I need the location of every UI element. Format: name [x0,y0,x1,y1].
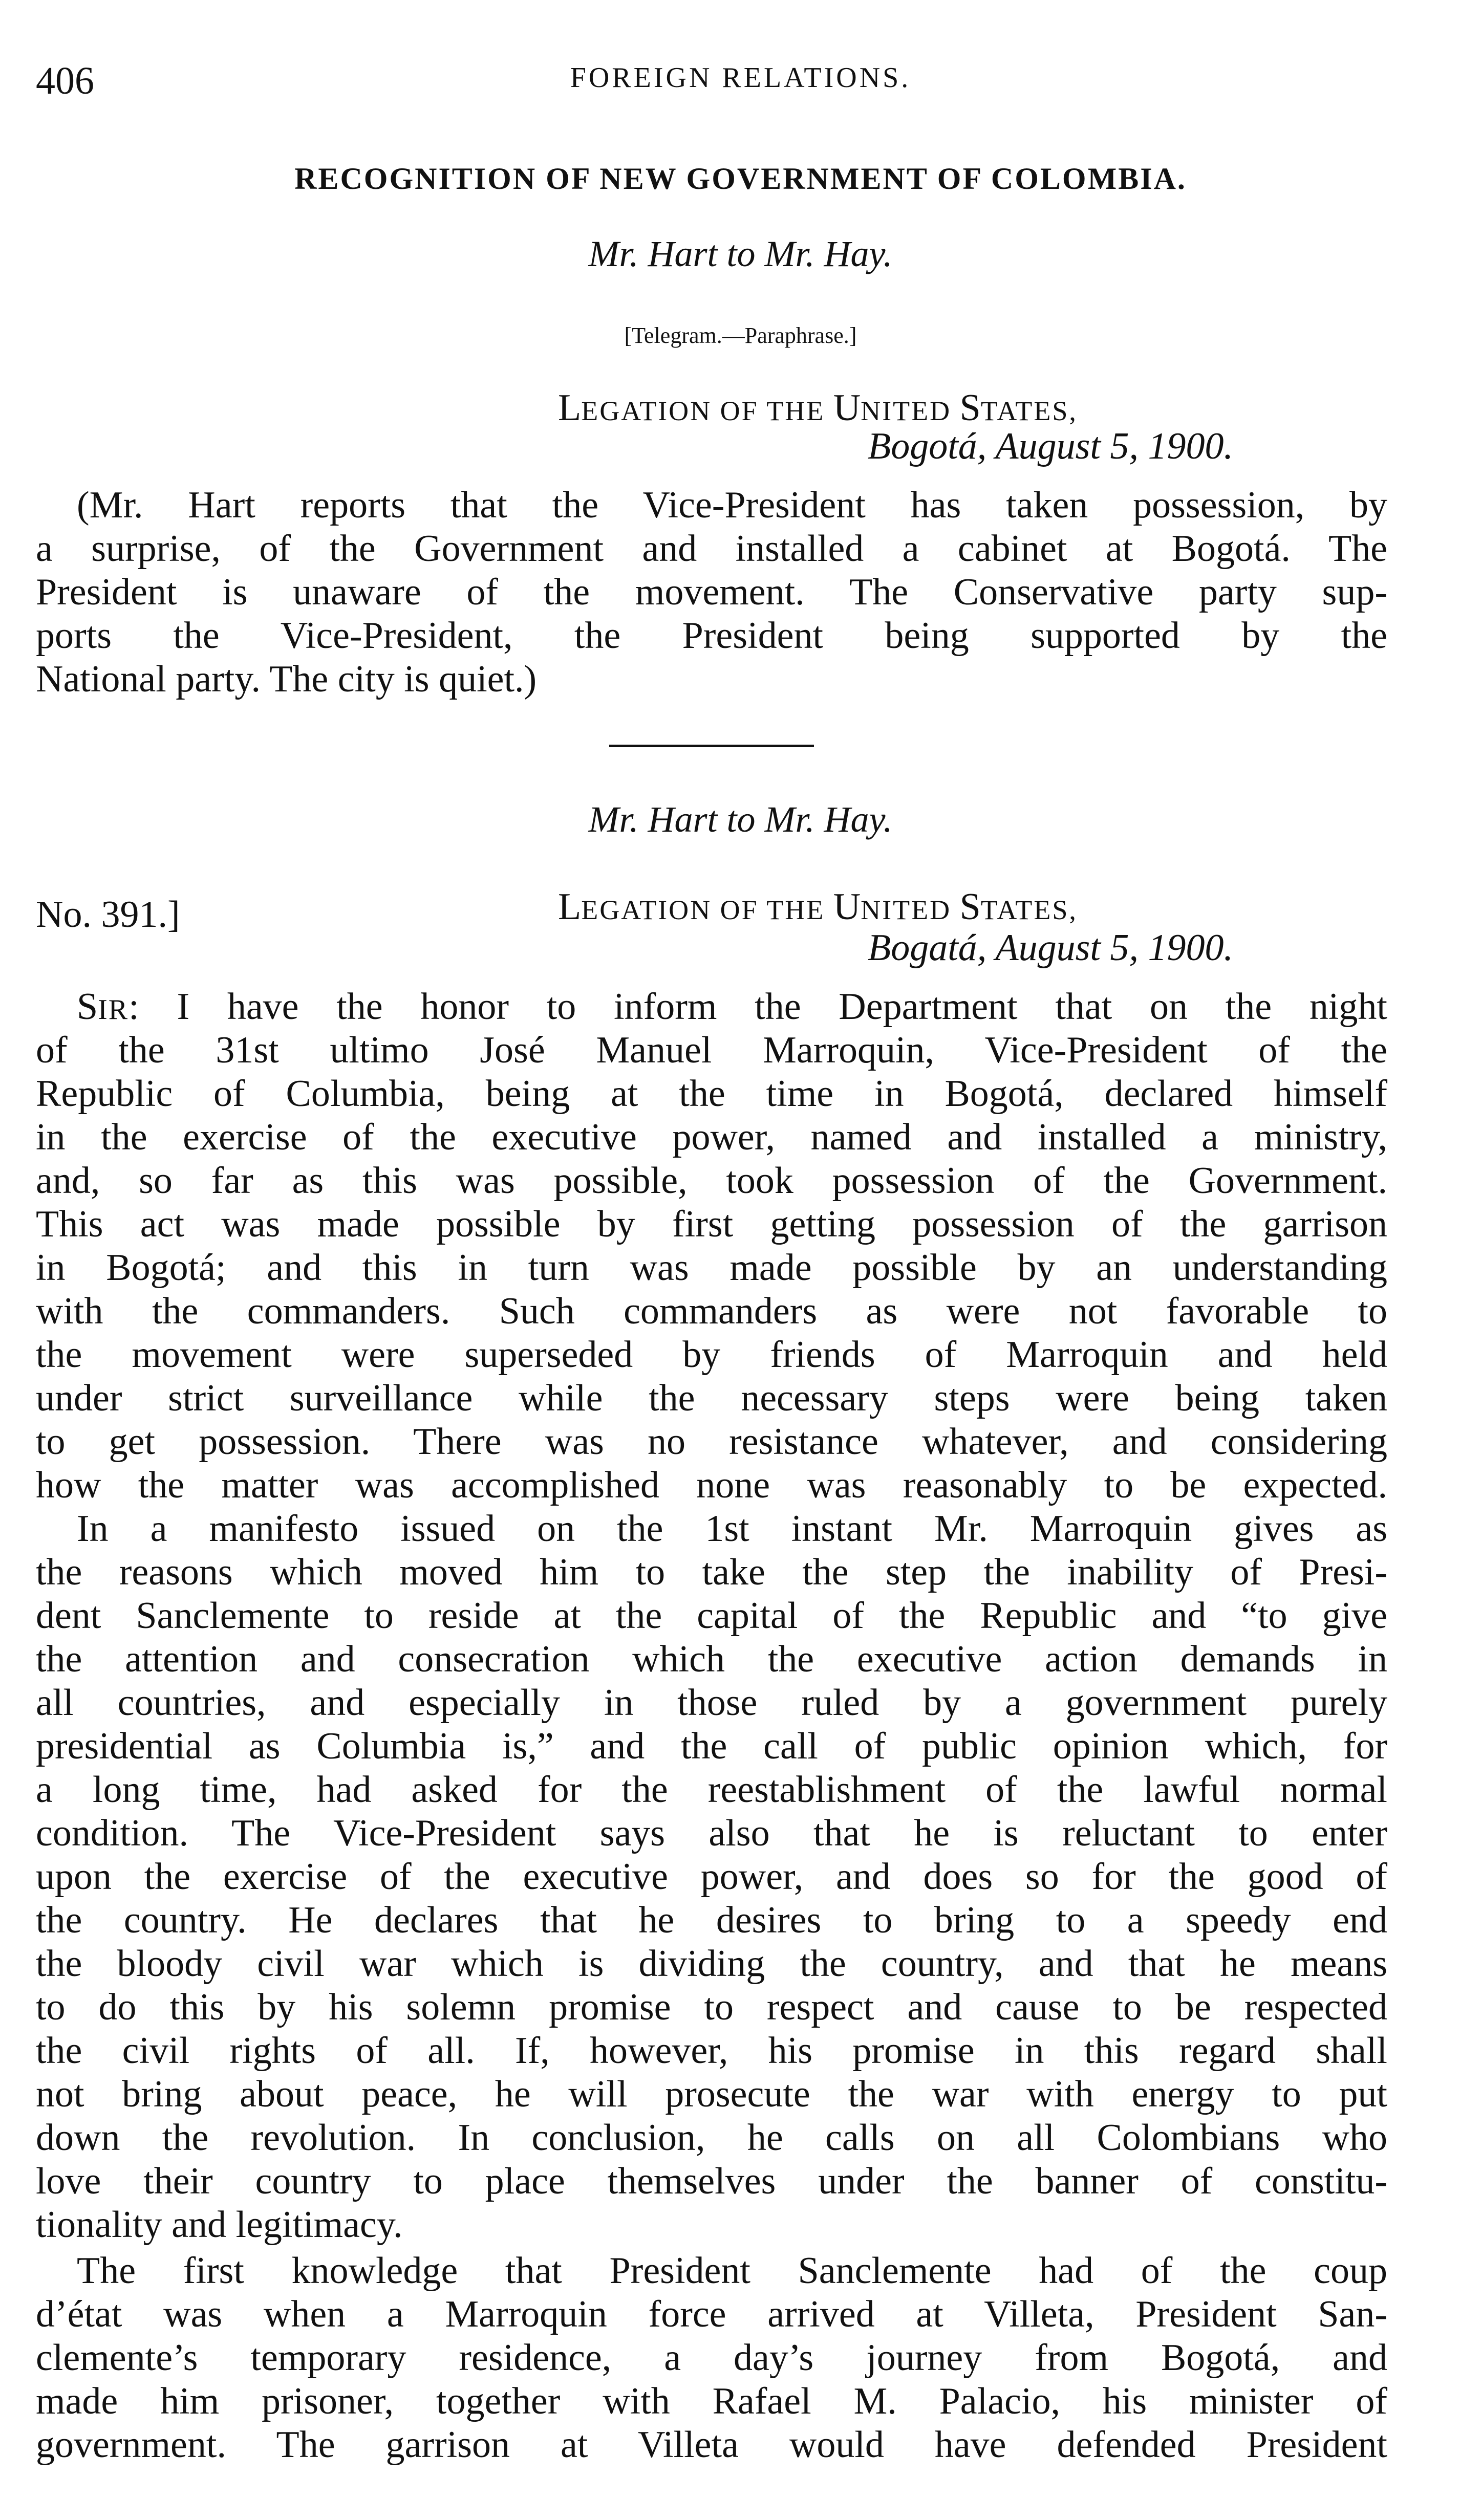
section-divider [609,745,814,747]
doc2-line: the country. He declares that he desires to bring to a speedy end [36,1899,1387,1941]
doc2-line: clemente’s temporary residence, a day’s journey from Bogotá, and [36,2337,1387,2379]
doc2-line: down the revolution. In conclusion, he calls on all Colombians who [36,2117,1387,2159]
doc1-line: ports the Vice-President, the President being supported by the [36,615,1387,657]
doc2-number: No. 391.] [36,894,180,936]
doc2-line: all countries, and especially in those ruled by a government purely [36,1682,1387,1724]
doc2-line: and, so far as this was possible, took possession of the Government. [36,1160,1387,1202]
doc2-line: in Bogotá; and this in turn was made possible by an understanding [36,1247,1387,1289]
doc2-line: In a manifesto issued on the 1st instant Mr. Marroquin gives as [77,1508,1387,1550]
doc2-line: d’état was when a Marroquin force arrived at Villeta, President San- [36,2293,1387,2335]
doc2-line: condition. The Vice-President says also that he is reluctant to enter [36,1812,1387,1854]
doc2-line: not bring about peace, he will prosecute the war with energy to put [36,2073,1387,2115]
doc2-line: how the matter was accomplished none was reasonably to be expected. [36,1464,1387,1506]
doc2-line: The first knowledge that President Sanclemente had of the coup [77,2250,1387,2292]
doc1-line: President is unaware of the movement. The Conservative party sup- [36,571,1387,613]
doc2-line: Republic of Columbia, being at the time in Bogotá, declared himself [36,1073,1387,1115]
page-number: 406 [36,59,94,102]
doc2-line: the movement were superseded by friends of Marroquin and held [36,1334,1387,1376]
doc2-line: in the exercise of the executive power, named and installed a ministry, [36,1116,1387,1158]
running-head: FOREIGN RELATIONS. [570,62,911,94]
doc1-line: a surprise, of the Government and installed a cabinet at Bogotá. The [36,528,1387,570]
doc2-line: the attention and consecration which the executive action demands in [36,1638,1387,1680]
doc2-line: the civil rights of all. If, however, his promise in this regard shall [36,2030,1387,2072]
doc2-line: with the commanders. Such commanders as were not favorable to [36,1290,1387,1332]
doc2-line: upon the exercise of the executive power, and does so for the good of [36,1856,1387,1898]
doc1-line: (Mr. Hart reports that the Vice-President has taken possession, by [77,484,1387,526]
doc2-line: This act was made possible by first getting possession of the garrison [36,1203,1387,1245]
doc2-para1-first-line: SIR: I have the honor to inform the Department that on the night [77,986,1387,1028]
doc2-line: dent Sanclemente to reside at the capital of the Republic and “to give [36,1595,1387,1637]
doc2-line: tionality and legitimacy. [36,2204,403,2246]
doc1-line: National party. The city is quiet.) [36,658,537,700]
doc2-line: presidential as Columbia is,” and the call of public opinion which, for [36,1725,1387,1767]
doc2-line: to do this by his solemn promise to respect and cause to be respected [36,1986,1387,2028]
doc1-salutation: Mr. Hart to Mr. Hay. [588,233,893,274]
doc2-line: the reasons which moved him to take the step the inability of Presi- [36,1551,1387,1593]
doc2-line: the bloody civil war which is dividing the country, and that he means [36,1943,1387,1985]
doc2-date: Bogatá, August 5, 1900. [868,927,1233,969]
doc2-line: under strict surveillance while the necessary steps were being taken [36,1377,1387,1419]
doc1-telegram-note: [Telegram.—Paraphrase.] [624,323,857,348]
doc2-line: made him prisoner, together with Rafael M. Palacio, his minister of [36,2380,1387,2422]
doc2-line: government. The garrison at Villeta would have defended President [36,2424,1387,2466]
doc2-line: love their country to place themselves under the banner of constitu- [36,2160,1387,2202]
section-title: RECOGNITION OF NEW GOVERNMENT OF COLOMBIA. [294,162,1187,195]
doc2-salutation: Mr. Hart to Mr. Hay. [588,799,893,840]
doc1-legation-line: LEGATION OF THE UNITED STATES, [558,387,1078,429]
doc2-line: to get possession. There was no resistance whatever, and considering [36,1421,1387,1463]
doc2-legation-line: LEGATION OF THE UNITED STATES, [558,886,1078,928]
doc2-line: a long time, had asked for the reestablishment of the lawful normal [36,1769,1387,1811]
doc1-date: Bogotá, August 5, 1900. [868,425,1233,467]
doc2-line: of the 31st ultimo José Manuel Marroquin, Vice-President of the [36,1029,1387,1071]
